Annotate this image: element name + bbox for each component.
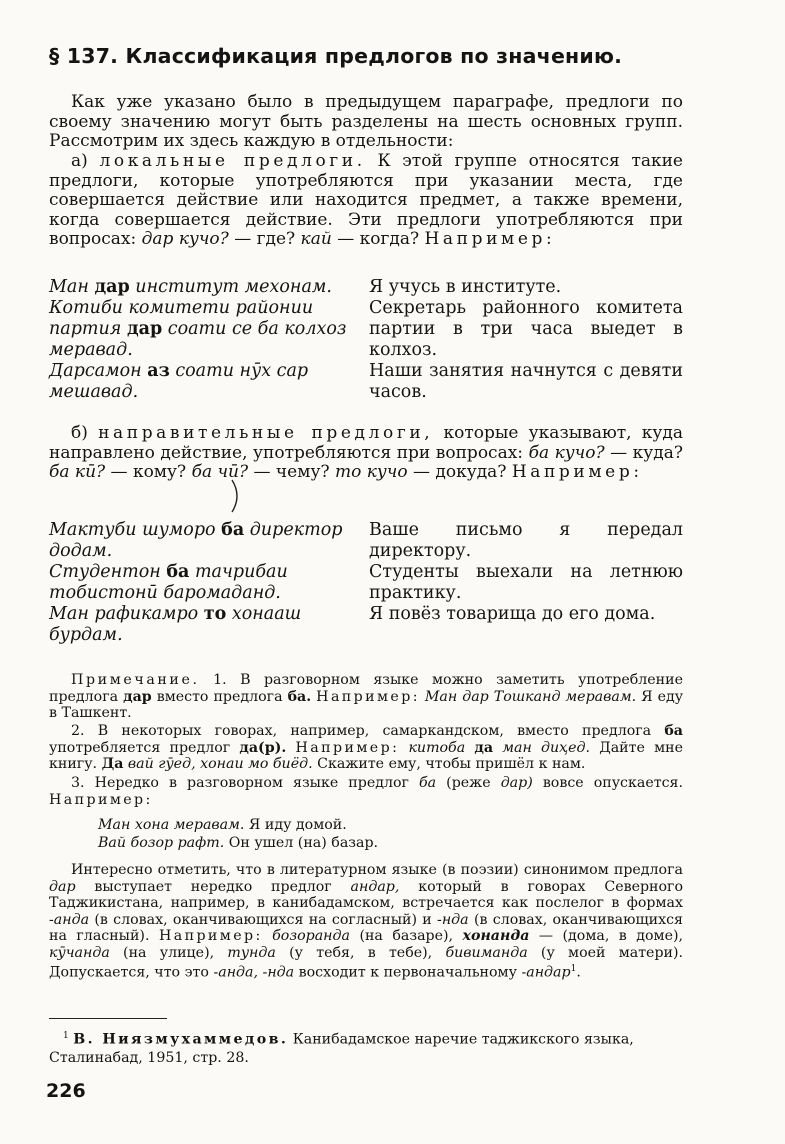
group-b-q2-translation: — кому? <box>110 462 187 482</box>
group-b-for-example: Например: <box>511 462 643 482</box>
group-a-text: К этой группе относятся такие предлоги, которые употребляются при указании места, где совершается действие или находится предмет, а также времени, когда совершается действие. Эти предлоги употребляются при вопросах: <box>49 151 683 249</box>
footnote-divider <box>49 1018 167 1019</box>
example-russian: Ваше письмо я передал директору. <box>369 520 683 561</box>
group-b-q4-translation: — докуда? <box>412 462 507 482</box>
group-a-q2-translation: — когда? <box>337 229 420 249</box>
note-example-1: Ман хона меравам. Я иду домой. <box>98 817 347 833</box>
footnote-text: Канибадамское наречие таджикского языка, Сталинабад, 1951, стр. 28. <box>49 1031 634 1066</box>
note-paragraph-3: 3. Нередко в разговорном языке предлог ба (реже дар) вовсе опускается. Например: <box>49 775 683 808</box>
group-a-q1-translation: — где? <box>234 229 296 249</box>
section-heading: § 137. Классификация предлогов по значению. <box>49 44 623 68</box>
bracket-mark <box>228 478 246 514</box>
example-row <box>49 520 683 562</box>
group-a-q2: кай <box>300 229 332 249</box>
group-a-name: локальные предлоги. <box>99 151 366 171</box>
group-b-q4: то кучо <box>334 462 408 482</box>
group-b-name: направительные предлоги, <box>98 423 434 443</box>
note-paragraph-2: 2. В некоторых говорах, например, самаркандском, вместо предлога ба употребляется предлог да(р). Например: китоба да ман диҳед. Дайте мне книгу. Да вай гӯед, хонаи мо биёд. Скажите ему, чтобы пришёл к нам. <box>49 723 683 772</box>
example-tajik: Дарсамон аз соати нӯх сар мешавад. <box>49 361 309 402</box>
note-example-2: Вай бозор рафт. Он ушел (на) базар. <box>98 835 379 851</box>
example-row <box>49 361 683 403</box>
example-row <box>49 277 683 298</box>
example-row <box>49 562 683 604</box>
example-russian: Секретарь районного комитета партии в три часа выедет в колхоз. <box>369 298 683 360</box>
footnote <box>49 1027 683 1067</box>
note-paragraph-4: Интересно отметить, что в литературном языке (в поэзии) синонимом предлога дар выступает нередко предлог андар, который в говорах Северного Таджикистана, например, в канибадамском, встречается как послелог в формах -анда (в словах, оканчивающихся на согласный) и -нда (в словах, оканчивающихся на гласный). Например: бозоранда (на базаре), хонанда — (дома, в доме), кӯчанда (на улице), тунда (у тебя, в тебе), бивиманда (у моей матери). Допускается, что это -анда, -нда восходит к первоначальному -андар$^1$. <box>49 862 684 981</box>
example-russian: Наши занятия начнутся с девяти часов. <box>369 361 683 402</box>
example-russian: Я повёз товарища до его дома. <box>369 604 656 624</box>
group-a-paragraph <box>49 152 683 250</box>
example-russian: Я учусь в институте. <box>369 277 562 297</box>
examples-b-table <box>49 520 683 646</box>
example-tajik: Мактуби шуморо ба директор додам. <box>49 520 343 561</box>
group-a-for-example: Например: <box>424 229 556 249</box>
group-b-q3-translation: — чему? <box>253 462 330 482</box>
example-tajik: Ман рафикамро то хонааш бурдам. <box>49 604 302 645</box>
intro-paragraph: Как уже указано было в предыдущем параграфе, предлоги по своему значению могут быть разделены на шесть основных групп. Рассмотрим их здесь каждую в отдельности: <box>49 92 683 151</box>
group-b-q1-translation: — куда? <box>610 442 684 463</box>
footnote-author: В. Ниязмухаммедов. <box>73 1031 289 1048</box>
note-paragraph-1: Примечание. 1. В разговорном языке можно заметить употребление предлога дар вместо предлога ба. Например: Ман дар Тошканд меравам. Я еду в Ташкент. <box>49 672 684 721</box>
example-row <box>49 604 683 646</box>
group-a-marker: а) <box>71 151 88 171</box>
group-b-q3: ба чӣ? <box>191 462 249 482</box>
example-tajik: Котиби комитети районии партия дар соати се ба колхоз меравад. <box>49 298 347 360</box>
group-b-q1: ба кучо? <box>528 442 605 463</box>
example-russian: Студенты выехали на летнюю практику. <box>369 562 683 603</box>
group-b-paragraph <box>49 424 683 483</box>
example-tajik: Студентон ба тачрибаи тобистонӣ баромаданд. <box>49 562 288 603</box>
footnote-mark: 1 <box>63 1031 69 1041</box>
group-a-q1: дар кучо? <box>141 229 229 249</box>
page-number: 226 <box>46 1080 86 1102</box>
examples-a-table <box>49 277 683 403</box>
example-row <box>49 298 683 361</box>
note-label: Примечание. <box>71 672 200 688</box>
example-tajik: Ман дар институт мехонам. <box>49 277 332 297</box>
group-b-text: которые указывают, куда направлено действие, употребляются при вопросах: <box>49 423 684 463</box>
group-b-marker: б) <box>71 423 88 443</box>
group-b-q2: ба кӣ? <box>49 462 106 482</box>
